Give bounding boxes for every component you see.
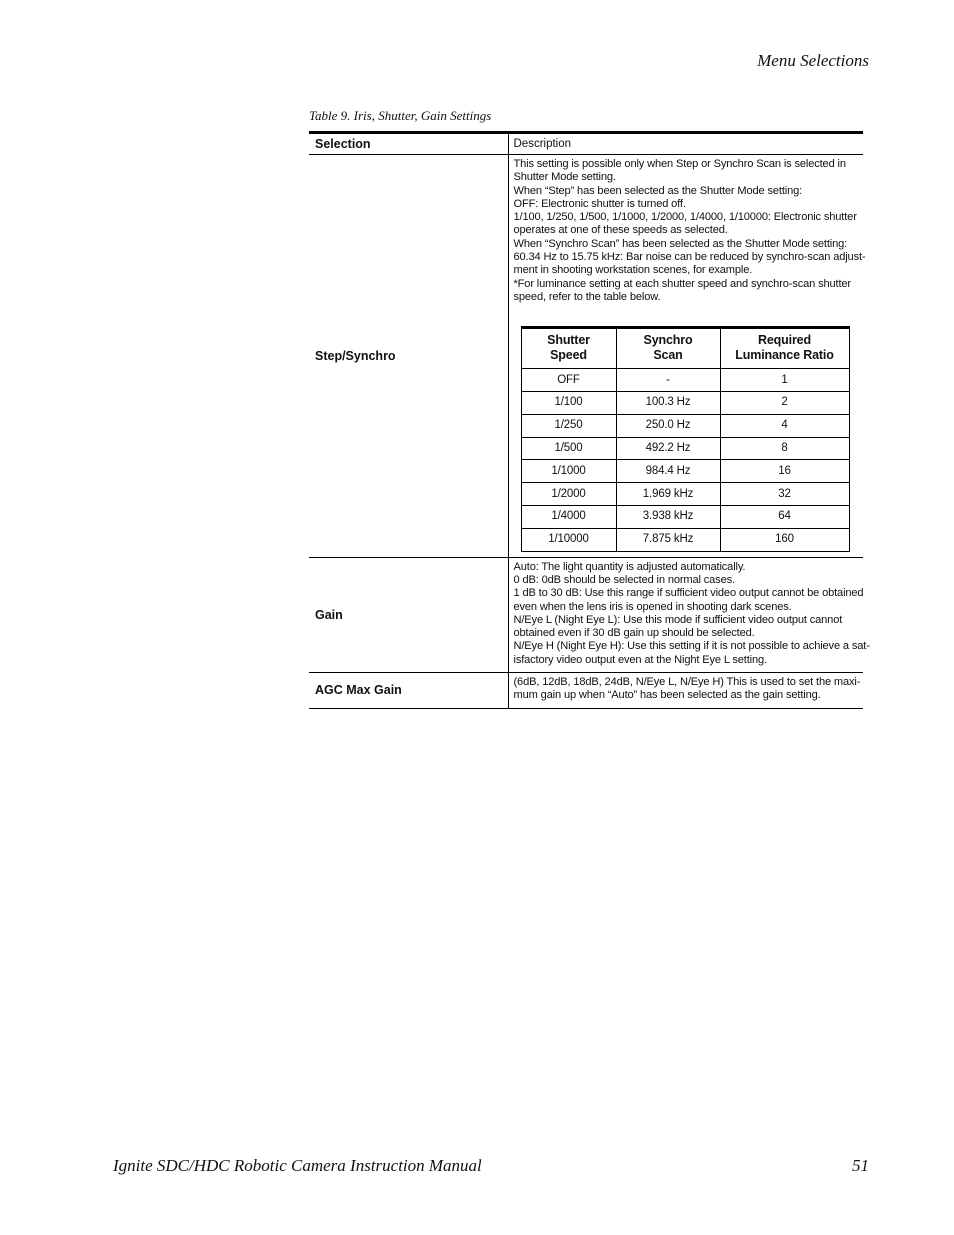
description-line: operates at one of these speeds as selected.	[513, 224, 728, 237]
description-line: This setting is possible only when Step or Synchro Scan is selected in	[513, 158, 846, 170]
luminance-ratio-cell: 2	[720, 392, 849, 415]
table-row	[521, 392, 849, 415]
table-row-gain	[309, 557, 863, 672]
table-row	[521, 437, 849, 460]
description-line: N/Eye L (Night Eye L): Use this mode if sufficient video output cannot	[513, 613, 843, 626]
header-luminance-ratio: Required Luminance Ratio	[720, 328, 849, 369]
table-row-step-synchro	[309, 155, 863, 558]
footer-manual-title: Ignite SDC/HDC Robotic Camera Instruction Manual	[113, 1156, 482, 1175]
synchro-scan-cell: 984.4 Hz	[616, 460, 720, 483]
luminance-ratio-cell: 160	[720, 528, 849, 551]
selection-cell: Gain	[309, 557, 508, 672]
description-line: even when the lens iris is opened in shooting dark scenes.	[513, 600, 792, 613]
synchro-scan-cell: 100.3 Hz	[616, 392, 720, 415]
description-line: OFF: Electronic shutter is turned off.	[513, 197, 686, 210]
description-line: isfactory video output even at the Night Eye L setting.	[513, 653, 767, 666]
table-row	[521, 414, 849, 437]
shutter-speed-cell: 1/100	[521, 392, 616, 415]
shutter-speed-cell: 1/500	[521, 437, 616, 460]
page-number: 51	[852, 1156, 869, 1175]
table-row-agc-max-gain	[309, 673, 863, 709]
shutter-speed-cell: 1/250	[521, 414, 616, 437]
shutter-speed-cell: OFF	[521, 369, 616, 392]
shutter-speed-cell: 1/1000	[521, 460, 616, 483]
description-line: speed, refer to the table below.	[513, 290, 661, 303]
description-line: obtained even if 30 dB gain up should be selected.	[513, 627, 755, 640]
synchro-scan-cell: 7.875 kHz	[616, 528, 720, 551]
luminance-ratio-cell: 16	[720, 460, 849, 483]
description-line: Shutter Mode setting.	[513, 171, 616, 184]
luminance-table	[521, 326, 850, 551]
luminance-ratio-cell: 64	[720, 506, 849, 529]
synchro-scan-cell: 250.0 Hz	[616, 414, 720, 437]
description-line: ment in shooting workstation scenes, for example.	[513, 264, 753, 277]
table-row	[521, 528, 849, 551]
description-line: (6dB, 12dB, 18dB, 24dB, N/Eye L, N/Eye H) This is used to set the maxi-	[513, 676, 861, 689]
header-synchro-scan: Synchro Scan	[616, 328, 720, 369]
table-row	[521, 483, 849, 506]
luminance-header-row	[521, 328, 849, 369]
description-line: Auto: The light quantity is adjusted automatically.	[513, 560, 746, 573]
table-row	[521, 460, 849, 483]
description-line: 0 dB: 0dB should be selected in normal cases.	[513, 573, 735, 586]
running-header: Menu Selections	[757, 51, 869, 70]
description-line: 1 dB to 30 dB: Use this range if sufficient video output cannot be obtained	[513, 587, 864, 600]
synchro-scan-cell: -	[616, 369, 720, 392]
luminance-ratio-cell: 1	[720, 369, 849, 392]
header-shutter-speed: Shutter Speed	[521, 328, 616, 369]
description-cell	[508, 673, 863, 709]
settings-table	[309, 131, 870, 709]
synchro-scan-cell: 492.2 Hz	[616, 437, 720, 460]
description-line: mum gain up when “Auto” has been selected as the gain setting.	[513, 689, 821, 702]
selection-cell: Step/Synchro	[309, 155, 508, 558]
luminance-ratio-cell: 32	[720, 483, 849, 506]
table-row	[521, 506, 849, 529]
synchro-scan-cell: 3.938 kHz	[616, 506, 720, 529]
description-line: 60.34 Hz to 15.75 kHz: Bar noise can be reduced by synchro-scan adjust-	[513, 251, 866, 264]
shutter-speed-cell: 1/10000	[521, 528, 616, 551]
description-line: When “Synchro Scan” has been selected as the Shutter Mode setting:	[513, 237, 848, 250]
description-cell	[508, 155, 866, 558]
header-description: Description	[508, 133, 863, 155]
description-line: N/Eye H (Night Eye H): Use this setting if it is not possible to achieve a sat-	[513, 640, 870, 653]
shutter-speed-cell: 1/2000	[521, 483, 616, 506]
table-row	[521, 369, 849, 392]
luminance-ratio-cell: 4	[720, 414, 849, 437]
description-line: When “Step” has been selected as the Shutter Mode setting:	[513, 184, 803, 197]
description-line: *For luminance setting at each shutter speed and synchro-scan shutter	[513, 277, 851, 290]
luminance-ratio-cell: 8	[720, 437, 849, 460]
table-header-row	[309, 133, 863, 155]
header-selection: Selection	[309, 133, 508, 155]
selection-cell: AGC Max Gain	[309, 673, 508, 709]
shutter-speed-cell: 1/4000	[521, 506, 616, 529]
synchro-scan-cell: 1.969 kHz	[616, 483, 720, 506]
description-line: 1/100, 1/250, 1/500, 1/1000, 1/2000, 1/4000, 1/10000: Electronic shutter	[513, 211, 857, 224]
table-caption: Table 9. Iris, Shutter, Gain Settings	[309, 108, 492, 123]
description-cell	[508, 557, 870, 672]
